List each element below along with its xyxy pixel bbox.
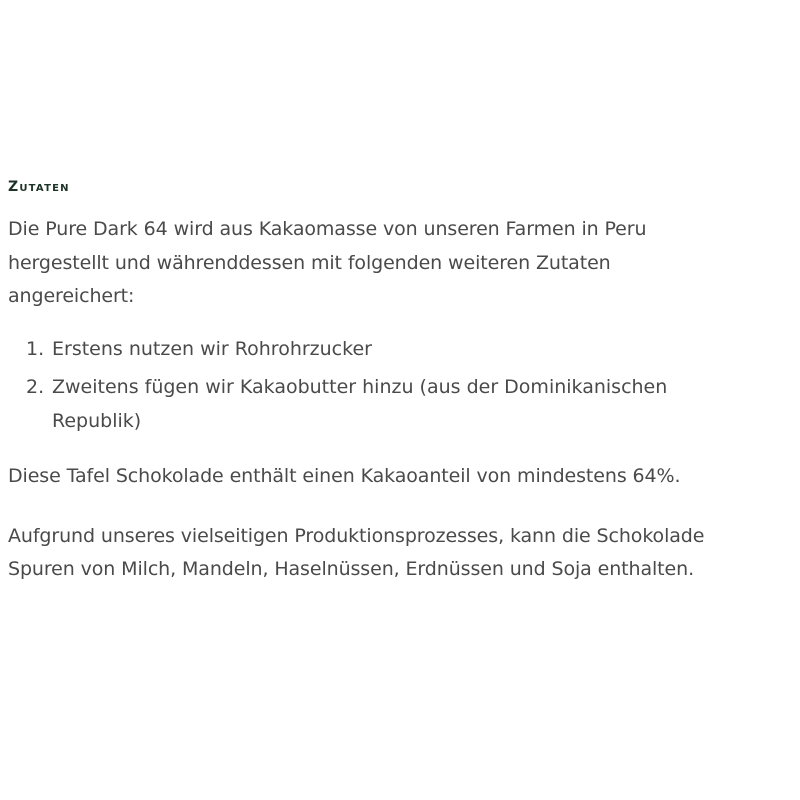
ingredients-section	[8, 178, 800, 587]
cocoa-note: Diese Tafel Schokolade enthält einen Kakaoanteil von mindestens 64%.	[8, 465, 681, 487]
list-number: 1.	[26, 337, 45, 360]
list-number: 2.	[26, 376, 45, 398]
section-heading: Zutaten	[8, 179, 70, 195]
allergen-line: Spuren von Milch, Mandeln, Haselnüssen, Erdnüssen und Soja enthalten.	[8, 558, 695, 580]
list-text: Republik)	[52, 409, 142, 432]
allergen-line: Aufgrund unseres vielseitigen Produktionsprozesses, kann die Schokolade	[8, 524, 705, 547]
intro-line: Die Pure Dark 64 wird aus Kakaomasse von unseren Farmen in Peru	[8, 218, 647, 240]
intro-paragraph	[8, 213, 800, 314]
list-text: Zweitens fügen wir Kakaobutter hinzu (aus der Dominikanischen	[52, 376, 668, 398]
list-item	[8, 371, 800, 438]
intro-line: hergestellt und währenddessen mit folgenden weiteren Zutaten	[8, 251, 611, 274]
allergen-paragraph	[8, 520, 800, 587]
list-text: Erstens nutzen wir Rohrohrzucker	[52, 337, 372, 360]
list-item	[8, 333, 800, 367]
intro-line: angereichert:	[8, 285, 135, 307]
ingredient-list	[8, 333, 800, 439]
